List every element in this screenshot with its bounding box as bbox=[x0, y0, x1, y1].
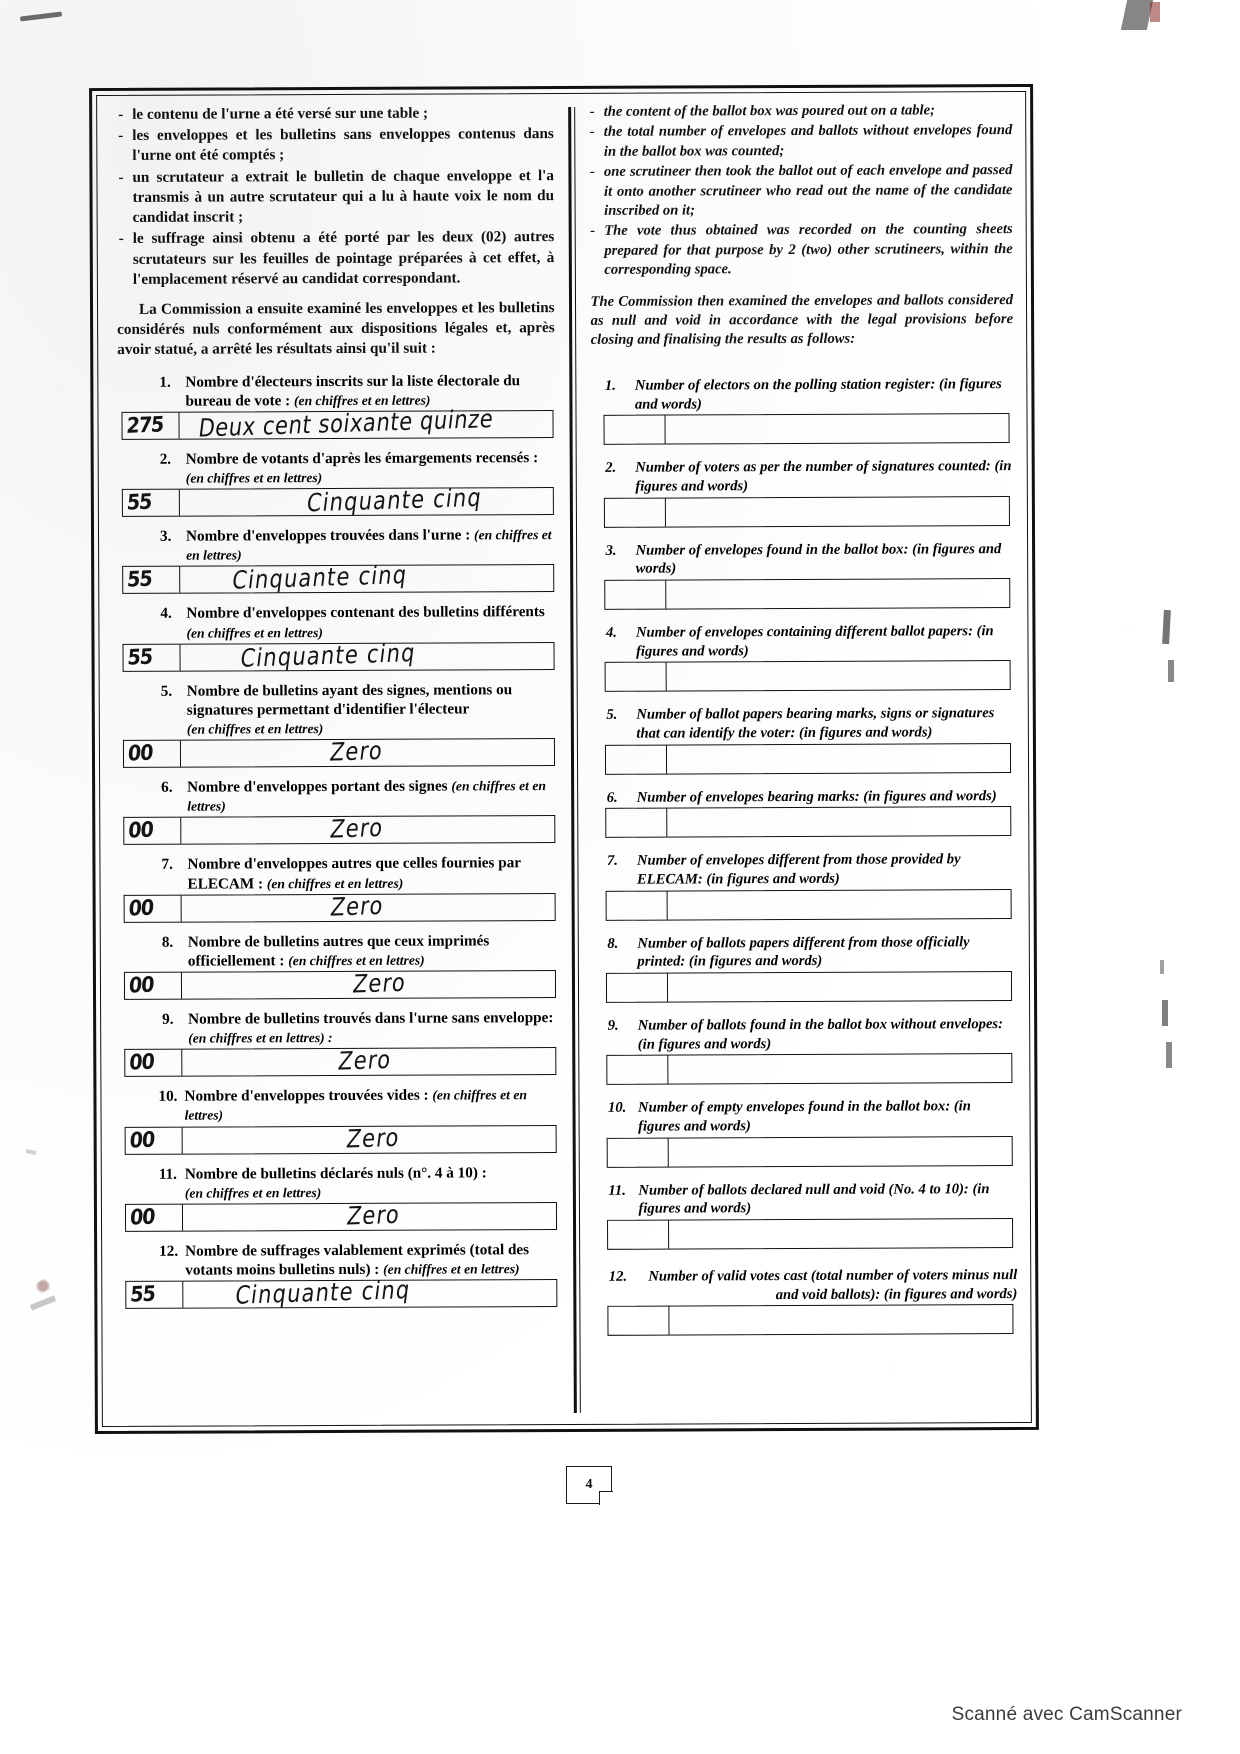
answer-row[interactable] bbox=[603, 413, 1010, 445]
item-label: Number of ballot papers bearing marks, signs or signatures that can identify the voter: (in figures and words) bbox=[636, 705, 995, 742]
item-label: Nombre de bulletins autres que ceux imprimés officiellement : bbox=[187, 932, 490, 970]
english-result-item-10 bbox=[594, 1097, 1017, 1167]
item-number: 4. bbox=[605, 624, 617, 641]
item-number: 3. bbox=[605, 542, 617, 559]
english-result-item-6 bbox=[593, 787, 1016, 839]
item-number: 7. bbox=[161, 856, 173, 874]
french-result-item-4 bbox=[118, 603, 556, 672]
english-result-item-1 bbox=[591, 375, 1014, 445]
handwritten-figures: 55 bbox=[126, 644, 154, 671]
answer-row[interactable] bbox=[125, 1122, 557, 1155]
item-number: 10. bbox=[608, 1100, 627, 1117]
answer-words-cell[interactable] bbox=[666, 579, 1010, 608]
item-hint: (en chiffres et en lettres) bbox=[185, 470, 323, 486]
handwritten-words: Zero bbox=[351, 968, 409, 999]
item-label: Nombre de suffrages valablement exprimés (total des votants moins bulletins nuls) : bbox=[185, 1241, 530, 1279]
item-number: 5. bbox=[160, 682, 173, 700]
french-procedure-bullets bbox=[116, 103, 554, 290]
item-label: Nombre d'enveloppes contenant des bulletins différents bbox=[186, 603, 545, 623]
french-procedure-block bbox=[116, 103, 555, 361]
english-result-item-2 bbox=[591, 457, 1014, 527]
handwritten-words: Zero bbox=[328, 891, 386, 922]
handwritten-figures: 55 bbox=[126, 567, 153, 593]
scan-spine-mark bbox=[1162, 1000, 1168, 1026]
answer-words-cell[interactable] bbox=[666, 661, 1010, 690]
item-label: Number of envelopes bearing marks: (in figures and words) bbox=[636, 787, 997, 806]
answer-figures-cell[interactable] bbox=[126, 1205, 183, 1231]
answer-row[interactable] bbox=[123, 815, 555, 845]
answer-figures-cell[interactable] bbox=[608, 1221, 669, 1249]
english-column bbox=[568, 97, 1028, 1421]
scan-edge-artifact-top-right-red bbox=[1150, 2, 1160, 22]
answer-figures-cell[interactable] bbox=[604, 498, 665, 526]
english-result-item-11 bbox=[594, 1180, 1017, 1250]
item-hint: (en chiffres et en lettres) bbox=[288, 952, 425, 969]
item-number: 5. bbox=[606, 707, 618, 724]
answer-row[interactable] bbox=[603, 496, 1010, 528]
answer-row[interactable] bbox=[124, 893, 556, 923]
item-number: 6. bbox=[161, 778, 173, 796]
item-number: 12. bbox=[608, 1268, 628, 1285]
answer-words-cell[interactable] bbox=[182, 891, 555, 922]
handwritten-figures: 55 bbox=[129, 1281, 156, 1308]
list-item: - one scrutineer then took the ballot out of each envelope and passed it onto another scrutineer who read out the name of the candidate inscribed on it; bbox=[590, 161, 1013, 221]
french-result-item-10 bbox=[120, 1085, 558, 1154]
item-hint: (en chiffres et en lettres) bbox=[293, 392, 431, 408]
item-hint: (en chiffres et en lettres) bbox=[187, 778, 546, 814]
answer-row[interactable] bbox=[607, 1304, 1014, 1336]
handwritten-words: Cinquante cinq bbox=[238, 638, 418, 673]
item-number: 2. bbox=[159, 450, 172, 468]
english-result-item-3 bbox=[592, 540, 1015, 610]
item-hint: (en chiffres et en lettres) bbox=[383, 1261, 520, 1277]
item-number: 10. bbox=[158, 1087, 178, 1106]
answer-figures-cell[interactable] bbox=[123, 644, 180, 670]
item-label: Number of ballots found in the ballot box without envelopes: (in figures and words) bbox=[637, 1016, 1003, 1053]
item-label: Number of voters as per the number of signatures counted: (in figures and words) bbox=[635, 458, 1012, 495]
answer-row[interactable] bbox=[606, 1136, 1013, 1168]
item-label: Number of ballots declared null and void (No. 4 to 10): (in figures and words) bbox=[638, 1180, 990, 1217]
english-result-item-12 bbox=[595, 1266, 1018, 1336]
item-label: Number of empty envelopes found in the ballot box: (in figures and words) bbox=[638, 1098, 971, 1135]
answer-row[interactable] bbox=[606, 1053, 1013, 1085]
item-number: 4. bbox=[160, 605, 172, 623]
answer-row[interactable] bbox=[604, 578, 1011, 610]
answer-words-cell[interactable] bbox=[668, 1054, 1012, 1083]
answer-words-cell[interactable] bbox=[183, 1200, 556, 1231]
handwritten-words: Cinquante cinq bbox=[233, 1275, 413, 1310]
french-result-item-3 bbox=[118, 525, 556, 594]
handwritten-figures: 00 bbox=[127, 895, 155, 921]
answer-figures-cell[interactable] bbox=[123, 490, 180, 516]
item-label: Nombre d'enveloppes trouvées vides : bbox=[184, 1086, 433, 1105]
answer-row[interactable] bbox=[122, 561, 554, 596]
answer-row[interactable] bbox=[123, 738, 555, 768]
item-label: Nombre d'enveloppes portant des signes bbox=[187, 777, 452, 796]
list-item: - the content of the ballot box was poured out on a table; bbox=[590, 101, 1013, 122]
item-label: Nombre de votants d'après les émargements recensés : bbox=[185, 449, 539, 468]
answer-figures-cell[interactable] bbox=[126, 1127, 183, 1153]
answer-words-cell[interactable] bbox=[669, 1219, 1013, 1248]
answer-words-cell[interactable] bbox=[180, 561, 553, 596]
answer-row[interactable] bbox=[125, 1275, 557, 1310]
handwritten-words: Cinquante cinq bbox=[304, 483, 484, 518]
french-result-item-5 bbox=[119, 680, 557, 768]
item-number: 12. bbox=[159, 1242, 179, 1260]
answer-figures-cell[interactable] bbox=[124, 818, 181, 844]
french-result-item-6 bbox=[119, 776, 557, 845]
scan-spine-mark bbox=[1160, 960, 1164, 974]
list-item: - le suffrage ainsi obtenu a été porté par les deux (02) autres scrutateurs sur les feuilles de pointage préparées à cet effet, à l'emplacement réservé au candidat correspondant. bbox=[117, 227, 555, 290]
english-result-item-7 bbox=[593, 850, 1016, 920]
item-hint: (en chiffres et en lettres) : bbox=[188, 1030, 333, 1046]
answer-row[interactable] bbox=[125, 1202, 557, 1232]
french-result-item-11 bbox=[121, 1163, 559, 1232]
item-hint: (en chiffres et en lettres) bbox=[184, 1087, 527, 1124]
item-label: Number of envelopes different from those provided by ELECAM: (in figures and words) bbox=[636, 851, 961, 888]
french-result-item-12 bbox=[121, 1240, 559, 1309]
scan-spine-mark bbox=[1166, 1042, 1172, 1068]
handwritten-figures: 00 bbox=[126, 740, 154, 767]
item-label: Nombre d'électeurs inscrits sur la liste électorale du bureau de vote : bbox=[185, 371, 521, 410]
item-label: Number of valid votes cast (total number of voters minus null and void ballots): (in figures and words) bbox=[648, 1267, 1018, 1303]
handwritten-figures: 00 bbox=[127, 972, 155, 999]
answer-figures-cell[interactable] bbox=[605, 580, 666, 608]
handwritten-words: Zero bbox=[328, 736, 385, 767]
item-number: 1. bbox=[159, 373, 171, 391]
answer-words-cell[interactable] bbox=[183, 1275, 556, 1310]
item-label: Number of ballots papers different from those officially printed: (in figures and words) bbox=[637, 933, 970, 970]
handwritten-words: Zero bbox=[336, 1045, 394, 1076]
answer-words-cell[interactable] bbox=[665, 497, 1009, 526]
answer-row[interactable] bbox=[122, 483, 554, 518]
item-label: Number of envelopes found in the ballot box: (in figures and words) bbox=[635, 540, 1002, 577]
french-result-item-1 bbox=[117, 371, 555, 443]
item-number: 9. bbox=[162, 1010, 174, 1028]
english-result-item-8 bbox=[593, 933, 1016, 1003]
answer-row[interactable] bbox=[124, 970, 556, 1000]
french-column bbox=[102, 99, 573, 1423]
french-result-item-2 bbox=[118, 448, 556, 517]
answer-figures-cell[interactable] bbox=[122, 413, 179, 439]
answer-words-cell[interactable] bbox=[182, 968, 555, 999]
answer-words-cell[interactable] bbox=[182, 1045, 555, 1076]
english-procedure-block bbox=[590, 101, 1014, 351]
french-results-list bbox=[117, 371, 559, 1309]
answer-figures-cell[interactable] bbox=[606, 809, 667, 837]
answer-figures-cell[interactable] bbox=[607, 1138, 668, 1166]
answer-words-cell[interactable] bbox=[181, 736, 554, 767]
item-hint: (en chiffres et en lettres) bbox=[266, 875, 404, 891]
french-result-item-9 bbox=[120, 1008, 558, 1077]
answer-figures-cell[interactable] bbox=[606, 974, 667, 1002]
answer-row[interactable] bbox=[604, 743, 1011, 775]
answer-words-cell[interactable] bbox=[183, 1122, 556, 1154]
item-label: Nombre d'enveloppes autres que celles fournies par ELECAM : bbox=[187, 854, 521, 893]
answer-words-cell[interactable] bbox=[180, 483, 553, 518]
answer-words-cell[interactable] bbox=[667, 890, 1011, 919]
answer-words-cell[interactable] bbox=[665, 414, 1009, 443]
answer-words-cell[interactable] bbox=[667, 807, 1011, 836]
handwritten-figures: 00 bbox=[128, 1204, 156, 1231]
answer-row[interactable] bbox=[121, 404, 553, 443]
item-label: Nombre de bulletins trouvés dans l'urne sans enveloppe: bbox=[188, 1009, 554, 1028]
answer-words-cell[interactable] bbox=[666, 744, 1010, 773]
item-label: Nombre de bulletins déclarés nuls (n°. 4 à 10) : bbox=[184, 1163, 487, 1183]
answer-figures-cell[interactable] bbox=[604, 416, 665, 444]
english-result-item-9 bbox=[594, 1015, 1017, 1085]
handwritten-figures: 00 bbox=[128, 1049, 155, 1076]
answer-row[interactable] bbox=[607, 1218, 1014, 1250]
list-item: - les enveloppes et les bulletins sans enveloppes contenus dans l'urne ont été comptés ; bbox=[116, 124, 554, 166]
item-number: 2. bbox=[605, 459, 617, 477]
item-hint: (en chiffres et en lettres) bbox=[186, 527, 552, 563]
answer-words-cell[interactable] bbox=[669, 1305, 1013, 1334]
handwritten-figures: 55 bbox=[125, 489, 153, 516]
item-label: Nombre d'enveloppes trouvées dans l'urne : bbox=[185, 526, 475, 545]
answer-words-cell[interactable] bbox=[667, 972, 1011, 1001]
answer-figures-cell[interactable] bbox=[124, 741, 181, 767]
scan-spine-mark bbox=[1168, 660, 1174, 682]
item-label: Number of envelopes containing different ballot papers: (in figures and words) bbox=[635, 623, 994, 660]
camscanner-watermark: Scanné avec CamScanner bbox=[951, 1704, 1182, 1725]
item-label: Number of electors on the polling station register: (in figures and words) bbox=[634, 375, 1002, 413]
french-intro-paragraph: La Commission a ensuite examiné les enveloppes et les bulletins considérés nuls conformément aux dispositions légales et, après avoir statué, a arrêté les résultats ainsi qu'il suit : bbox=[117, 299, 555, 359]
answer-row[interactable] bbox=[124, 1047, 556, 1077]
answer-figures-cell[interactable] bbox=[605, 745, 666, 773]
page-number: 4 bbox=[585, 1477, 593, 1492]
item-number: 3. bbox=[159, 527, 172, 545]
answer-figures-cell[interactable] bbox=[125, 1050, 182, 1076]
english-result-item-4 bbox=[592, 622, 1015, 692]
item-label: Nombre de bulletins ayant des signes, mentions ou signatures permettant d'identifier l'électeur bbox=[186, 680, 513, 719]
list-item: - the total number of envelopes and ballots without envelopes found in the ballot box was counted; bbox=[590, 121, 1013, 162]
french-result-item-8 bbox=[120, 931, 558, 1000]
item-hint: (en chiffres et en lettres) bbox=[186, 624, 323, 641]
english-results-list bbox=[591, 375, 1018, 1336]
handwritten-words: Cinquante cinq bbox=[230, 561, 410, 596]
english-result-item-5 bbox=[592, 704, 1015, 774]
english-procedure-bullets bbox=[590, 101, 1013, 280]
item-number: 11. bbox=[158, 1165, 177, 1183]
answer-words-cell[interactable] bbox=[179, 404, 552, 443]
english-intro-paragraph: The Commission then examined the envelopes and ballots considered as null and void in accordance with the legal provisions before closing and finalising the results as follows: bbox=[590, 291, 1014, 349]
answer-figures-cell[interactable] bbox=[123, 567, 180, 593]
answer-row[interactable] bbox=[122, 638, 554, 673]
page-number-tab bbox=[566, 1466, 612, 1504]
item-hint: (en chiffres et en lettres) bbox=[184, 1184, 322, 1201]
answer-words-cell[interactable] bbox=[668, 1137, 1012, 1166]
answer-figures-cell[interactable] bbox=[126, 1282, 183, 1308]
answer-row[interactable] bbox=[605, 889, 1012, 921]
answer-figures-cell[interactable] bbox=[606, 891, 667, 919]
answer-row[interactable] bbox=[604, 660, 1011, 692]
french-result-item-7 bbox=[119, 853, 557, 922]
item-number: 8. bbox=[161, 933, 174, 951]
answer-words-cell[interactable] bbox=[180, 638, 553, 673]
item-number: 6. bbox=[606, 789, 618, 806]
handwritten-figures: 00 bbox=[127, 818, 154, 844]
item-number: 1. bbox=[604, 377, 616, 394]
handwritten-figures: 275 bbox=[125, 412, 165, 439]
list-item: - un scrutateur a extrait le bulletin de chaque enveloppe et l'a transmis à un autre scrutateur qui a lu à haute voix le nom du candidat inscrit ; bbox=[116, 166, 554, 229]
minutes-form-frame bbox=[89, 84, 1039, 1434]
item-number: 8. bbox=[607, 935, 619, 952]
item-hint: (en chiffres et en lettres) bbox=[186, 721, 324, 737]
item-number: 9. bbox=[607, 1017, 619, 1034]
answer-figures-cell[interactable] bbox=[605, 663, 666, 691]
item-number: 11. bbox=[608, 1182, 626, 1199]
handwritten-figures: 00 bbox=[128, 1127, 156, 1153]
answer-figures-cell[interactable] bbox=[125, 895, 182, 921]
handwritten-words: Deux cent soixante quinze bbox=[196, 404, 495, 443]
answer-row[interactable] bbox=[605, 806, 1012, 838]
answer-row[interactable] bbox=[605, 971, 1012, 1003]
list-item: - le contenu de l'urne a été versé sur une table ; bbox=[116, 103, 554, 125]
bilingual-columns bbox=[102, 97, 1028, 1423]
answer-words-cell[interactable] bbox=[181, 813, 554, 845]
handwritten-words: Zero bbox=[344, 1122, 402, 1154]
answer-figures-cell[interactable] bbox=[608, 1307, 669, 1335]
item-number: 7. bbox=[606, 853, 618, 870]
handwritten-words: Zero bbox=[345, 1200, 402, 1231]
list-item: - The vote thus obtained was recorded on the counting sheets prepared for that purpose by 2 (two) other scrutineers, within the corresponding space. bbox=[590, 220, 1013, 280]
answer-figures-cell[interactable] bbox=[125, 973, 182, 999]
handwritten-words: Zero bbox=[328, 813, 386, 845]
answer-figures-cell[interactable] bbox=[607, 1056, 668, 1084]
